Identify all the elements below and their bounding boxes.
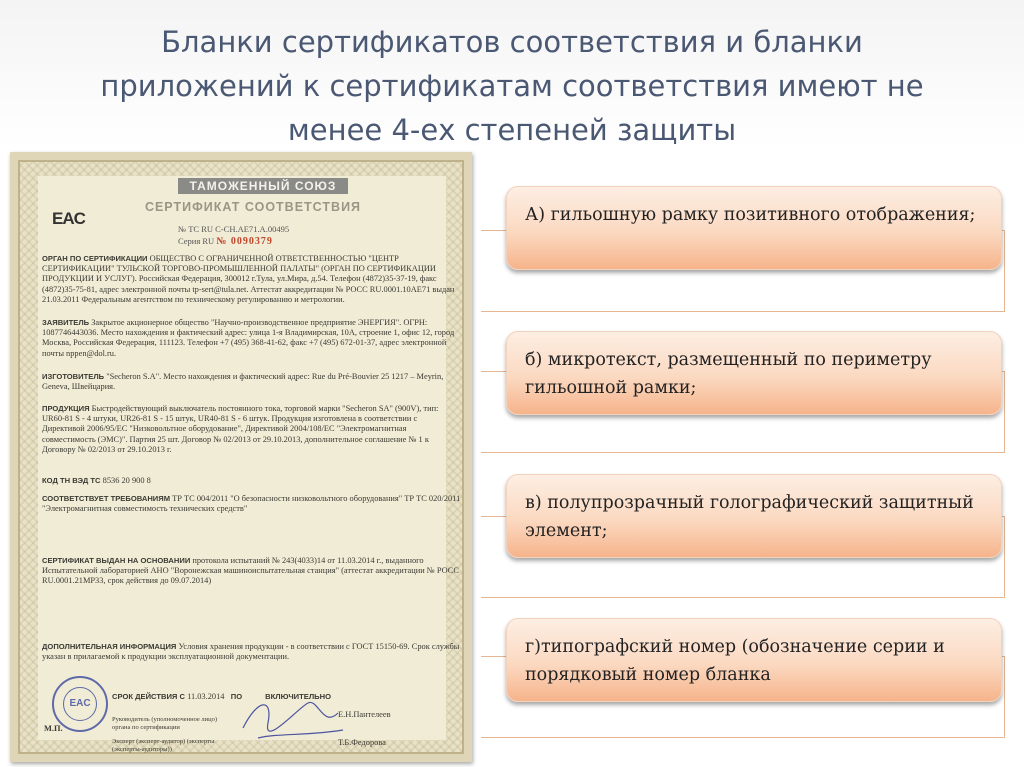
title-line-3: менее 4-ех степеней защиты: [287, 113, 737, 147]
certificate-body: [38, 176, 461, 753]
certificate-series: Серия RU № 0090379: [178, 236, 273, 247]
cert-validity: СРОК ДЕЙСТВИЯ С 11.03.2014 ПО ВКЛЮЧИТЕЛЬНО: [112, 692, 331, 701]
cert-section-basis: СЕРТИФИКАТ ВЫДАН НА ОСНОВАНИИ протокола испытаний № 243(4033)14 от 11.03.2014 г., выданного Испытательной лабораторией АНО "Воронежская машиноиспытательная станция" (аттестат аккредитации № РОСС RU.0001.21МР33, срок действия до 09.07.2014): [42, 556, 459, 586]
cert-section-product: ПРОДУКЦИЯ Быстродействующий выключатель постоянного тока, торговой марки "Secheron SA" (900V), тип: UR60-81 S - 4 штуки, UR26-81 S - 15 штук, UR40-81 S - 6 штук. Продукция изготовлена в соответствии с Директивой 2006/95/ЕС "Низковольтное оборудование", Директивой 2004/108/ЕС "Электромагнитная совместимость (ЭМС)". Партия 25 шт. Договор № 02/2013 от 29.10.2013, дополнительное соглашение № 1 к Договору № 02/2013 от 29.10.2013 г.: [42, 404, 439, 454]
eac-stamp-icon: EAC: [52, 676, 108, 732]
eac-logo: EAC: [52, 209, 85, 228]
cert-section-manufacturer: ИЗГОТОВИТЕЛЬ "Secheron S.A". Место нахождения и фактический адрес: Rue du Pré-Bouvier 25 1217 – Meyrin, Geneva, Швейцария.: [42, 372, 444, 392]
cert-section-extra: ДОПОЛНИТЕЛЬНАЯ ИНФОРМАЦИЯ Условия хранения продукции - в соответствии с ГОСТ 15150-69. Срок службы указан в прилагаемой к продукции эксплуатационной документации.: [42, 642, 460, 662]
cert-section-organ: ОРГАН ПО СЕРТИФИКАЦИИ ОБЩЕСТВО С ОГРАНИЧЕННОЙ ОТВЕТСТВЕННОСТЬЮ "ЦЕНТР СЕРТИФИКАЦИИ" ТУЛЬСКОЙ ТОРГОВО-ПРОМЫШЛЕННОЙ ПАЛАТЫ" (ОРГАН ПО СЕРТИФИКАЦИИ ПРОДУКЦИИ И УСЛУГ). Российская Федерация, 300012 г.Тула, ул.Мира, д.54. Телефон (4872)35-37-19, факс (4872)35-75-81, адрес электронной почты tp-sert@tula.net. Аттестат аккредитации № РОСС RU.0001.10АЕ71 выдан 21.03.2011 Федеральным агентством по техническому регулированию и метрологии.: [42, 254, 455, 304]
protection-text: в) полупрозрачный голографический защитный элемент;: [525, 493, 974, 541]
title-line-2: приложений к сертификатам соответствия имеют не: [100, 69, 924, 103]
protection-item-microtext: [506, 331, 1002, 415]
expert-label: Эксперт (эксперт-аудитор) (эксперты (эксперты-аудиторы)): [112, 738, 215, 753]
slide-title: [60, 20, 964, 152]
certificate-title: СЕРТИФИКАТ СООТВЕТСТВИЯ: [144, 200, 362, 214]
protection-text: А) гильошную рамку позитивного отображения;: [525, 205, 976, 225]
certificate-number: № ТС RU C-CH.AE71.A.00495: [178, 224, 290, 234]
expert-name: Т.Б.Федорова: [338, 738, 386, 747]
protection-item-guilloche: [506, 186, 1002, 270]
protection-text: б) микротекст, размещенный по периметру гильошной рамки;: [525, 350, 932, 398]
title-line-1: Бланки сертификатов соответствия и бланки: [161, 25, 863, 59]
signature-icon: [238, 688, 348, 748]
protection-item-serial-number: [506, 618, 1002, 702]
protection-text: г)типографский номер (обозначение серии и порядковый номер бланка: [525, 637, 945, 685]
head-label: Руководитель (уполномоченное лицо) органа по сертификации: [112, 716, 218, 731]
guilloche-frame: [18, 160, 464, 754]
seal-mark: М.П.: [44, 724, 63, 733]
cert-section-requirements: СООТВЕТСТВУЕТ ТРЕБОВАНИЯМ ТР ТС 004/2011 "О безопасности низковольтного оборудования" ТР ТС 020/2011 "Электромагнитная совместимость технических средств": [42, 494, 461, 514]
serial-number: № 0090379: [216, 236, 273, 247]
customs-union-banner: ТАМОЖЕННЫЙ СОЮЗ: [178, 178, 348, 194]
protection-item-hologram: [506, 474, 1002, 558]
certificate-image: [10, 152, 472, 762]
cert-section-applicant: ЗАЯВИТЕЛЬ Закрытое акционерное общество "Научно-производственное предприятие ЭНЕРГИЯ". ОГРН: 1087746443036. Место нахождения и фактический адрес: улица 1-я Владимирская, 10А, строение 1, офис 12, город Москва, Российская Федерация, 111123. Телефон +7 (495) 368-41-62, факс +7 (495) 672-01-37, адрес электронной почты nppen@dol.ru.: [42, 318, 455, 358]
head-name: Е.Н.Пантелеев: [338, 710, 391, 719]
cert-section-code: КОД ТН ВЭД ТС 8536 20 900 8: [42, 476, 151, 485]
